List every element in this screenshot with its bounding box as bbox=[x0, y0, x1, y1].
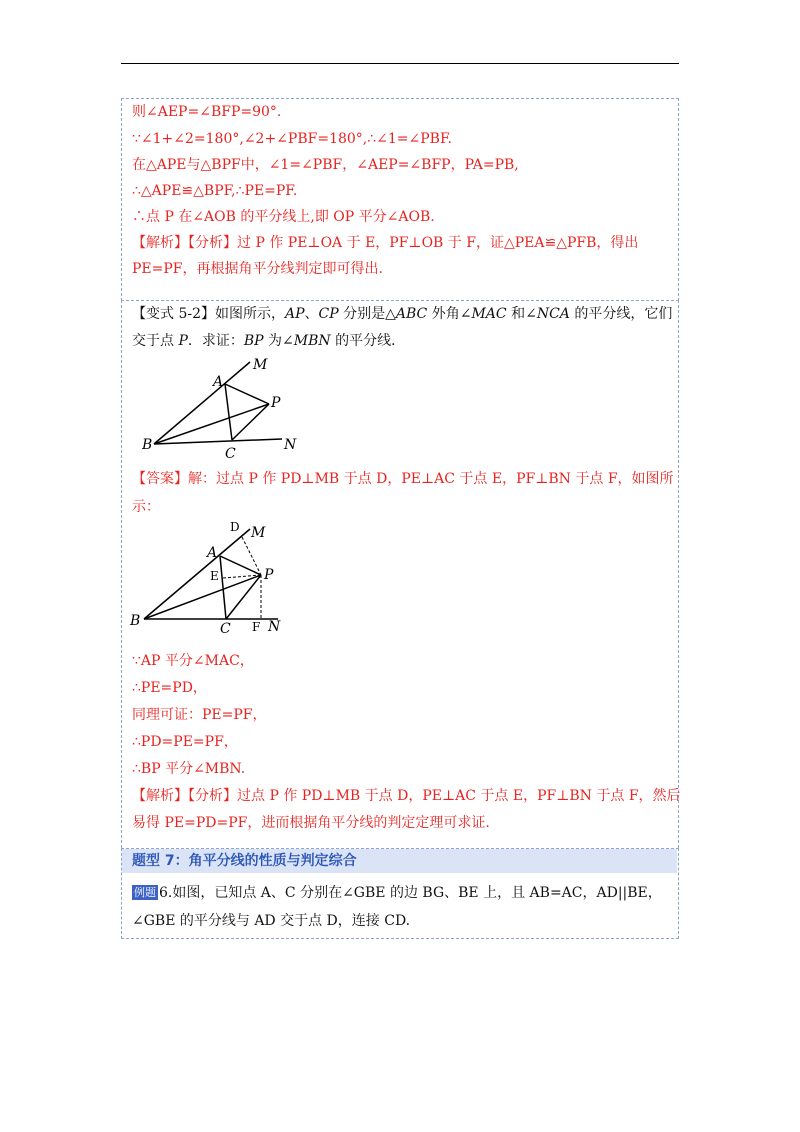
proof-line: ∴PD=PE=PF， bbox=[132, 734, 238, 750]
text-line: ∴△APE≌△BPF,∴PE=PF. bbox=[132, 183, 298, 199]
label-M: M bbox=[251, 525, 266, 541]
label-P: P bbox=[264, 567, 274, 583]
problem-text: 和∠ bbox=[506, 306, 537, 322]
analysis-line: PE=PF，再根据角平分线判定即可得出. bbox=[132, 261, 383, 277]
topic-7-box bbox=[121, 848, 679, 939]
math-var: BP bbox=[243, 333, 264, 349]
text-line: 在△APE与△BPF中，∠1=∠PBF，∠AEP=∠BFP，PA=PB, bbox=[132, 157, 519, 173]
math-var: ABC bbox=[395, 306, 428, 322]
label-E: E bbox=[210, 569, 219, 583]
math-var: CP bbox=[318, 306, 339, 322]
problem-text: 、 bbox=[304, 306, 319, 322]
text-line: 则∠AEP=∠BFP=90°. bbox=[132, 104, 282, 120]
label-C: C bbox=[220, 621, 231, 635]
problem-text: 的平分线． bbox=[330, 333, 406, 349]
text-line: ∵∠1+∠2=180°,∠2+∠PBF=180°,∴∠1=∠PBF. bbox=[132, 131, 452, 147]
variant-tag: 【变式 5-2】 bbox=[132, 306, 215, 322]
label-P: P bbox=[271, 395, 281, 411]
label-B: B bbox=[142, 437, 153, 453]
label-B: B bbox=[130, 613, 141, 629]
label-A: A bbox=[207, 545, 218, 561]
proof-line: ∴PE=PD， bbox=[132, 680, 207, 696]
problem-line bbox=[132, 331, 405, 351]
analysis-line: 易得 PE=PD=PF，进而根据角平分线的判定定理可求证. bbox=[132, 815, 490, 831]
problem-line bbox=[132, 304, 672, 324]
problem-text: ．求证： bbox=[187, 333, 244, 349]
example-line bbox=[132, 883, 662, 903]
math-var: NCA bbox=[536, 306, 570, 322]
section-heading-bar bbox=[122, 849, 677, 873]
problem-text: 外角∠ bbox=[427, 306, 472, 322]
problem-text: 为∠ bbox=[263, 333, 294, 349]
analysis-line: 【解析】【分析】过 P 作 PE⊥OA 于 E，PF⊥OB 于 F，证△PEA≌△PFB，得出 bbox=[132, 235, 639, 251]
section-heading: 题型 7：角平分线的性质与判定综合 bbox=[132, 853, 357, 869]
proof-line: ∴BP 平分∠MBN. bbox=[132, 761, 246, 777]
answer-line: 示： bbox=[132, 499, 160, 515]
header-rule bbox=[121, 63, 679, 64]
math-var: MBN bbox=[293, 333, 331, 349]
problem-text: 分别是△ bbox=[338, 306, 396, 322]
text-line: ∴点 P 在∠AOB 的平分线上,即 OP 平分∠AOB. bbox=[132, 209, 435, 225]
figure-2-diagram bbox=[128, 519, 298, 635]
solution-box-1 bbox=[121, 98, 679, 301]
example-line: ∠GBE 的平分线与 AD 交于点 D，连接 CD. bbox=[132, 913, 411, 929]
analysis-line: 【解析】【分析】过点 P 作 PD⊥MB 于点 D，PE⊥AC 于点 E，PF⊥BN 于点 F，然后 bbox=[132, 788, 681, 804]
math-var: AP bbox=[285, 306, 305, 322]
label-A: A bbox=[213, 374, 224, 390]
label-F: F bbox=[252, 620, 261, 634]
label-M: M bbox=[253, 357, 268, 373]
figure-1-diagram bbox=[142, 356, 312, 461]
label-N: N bbox=[268, 619, 281, 635]
answer-line: 【答案】解：过点 P 作 PD⊥MB 于点 D，PE⊥AC 于点 E，PF⊥BN 于点 F，如图所 bbox=[132, 471, 674, 487]
problem-text: 如图所示， bbox=[215, 306, 285, 322]
example-text: 6.如图，已知点 A、C 分别在∠GBE 的边 BG、BE 上，且 AB=AC，AD||BE， bbox=[159, 885, 662, 901]
proof-line: 同理可证：PE=PF， bbox=[132, 707, 267, 723]
label-N: N bbox=[284, 437, 297, 453]
math-var: MAC bbox=[471, 306, 507, 322]
label-C: C bbox=[225, 446, 236, 461]
math-var: P bbox=[178, 333, 188, 349]
variant-5-2-box bbox=[121, 300, 679, 848]
proof-line: ∵AP 平分∠MAC， bbox=[132, 653, 254, 669]
problem-text: 交于点 bbox=[132, 333, 179, 349]
example-badge: 例题 bbox=[134, 886, 156, 899]
problem-text: 的平分线，它们 bbox=[569, 306, 673, 322]
label-D: D bbox=[230, 520, 240, 534]
